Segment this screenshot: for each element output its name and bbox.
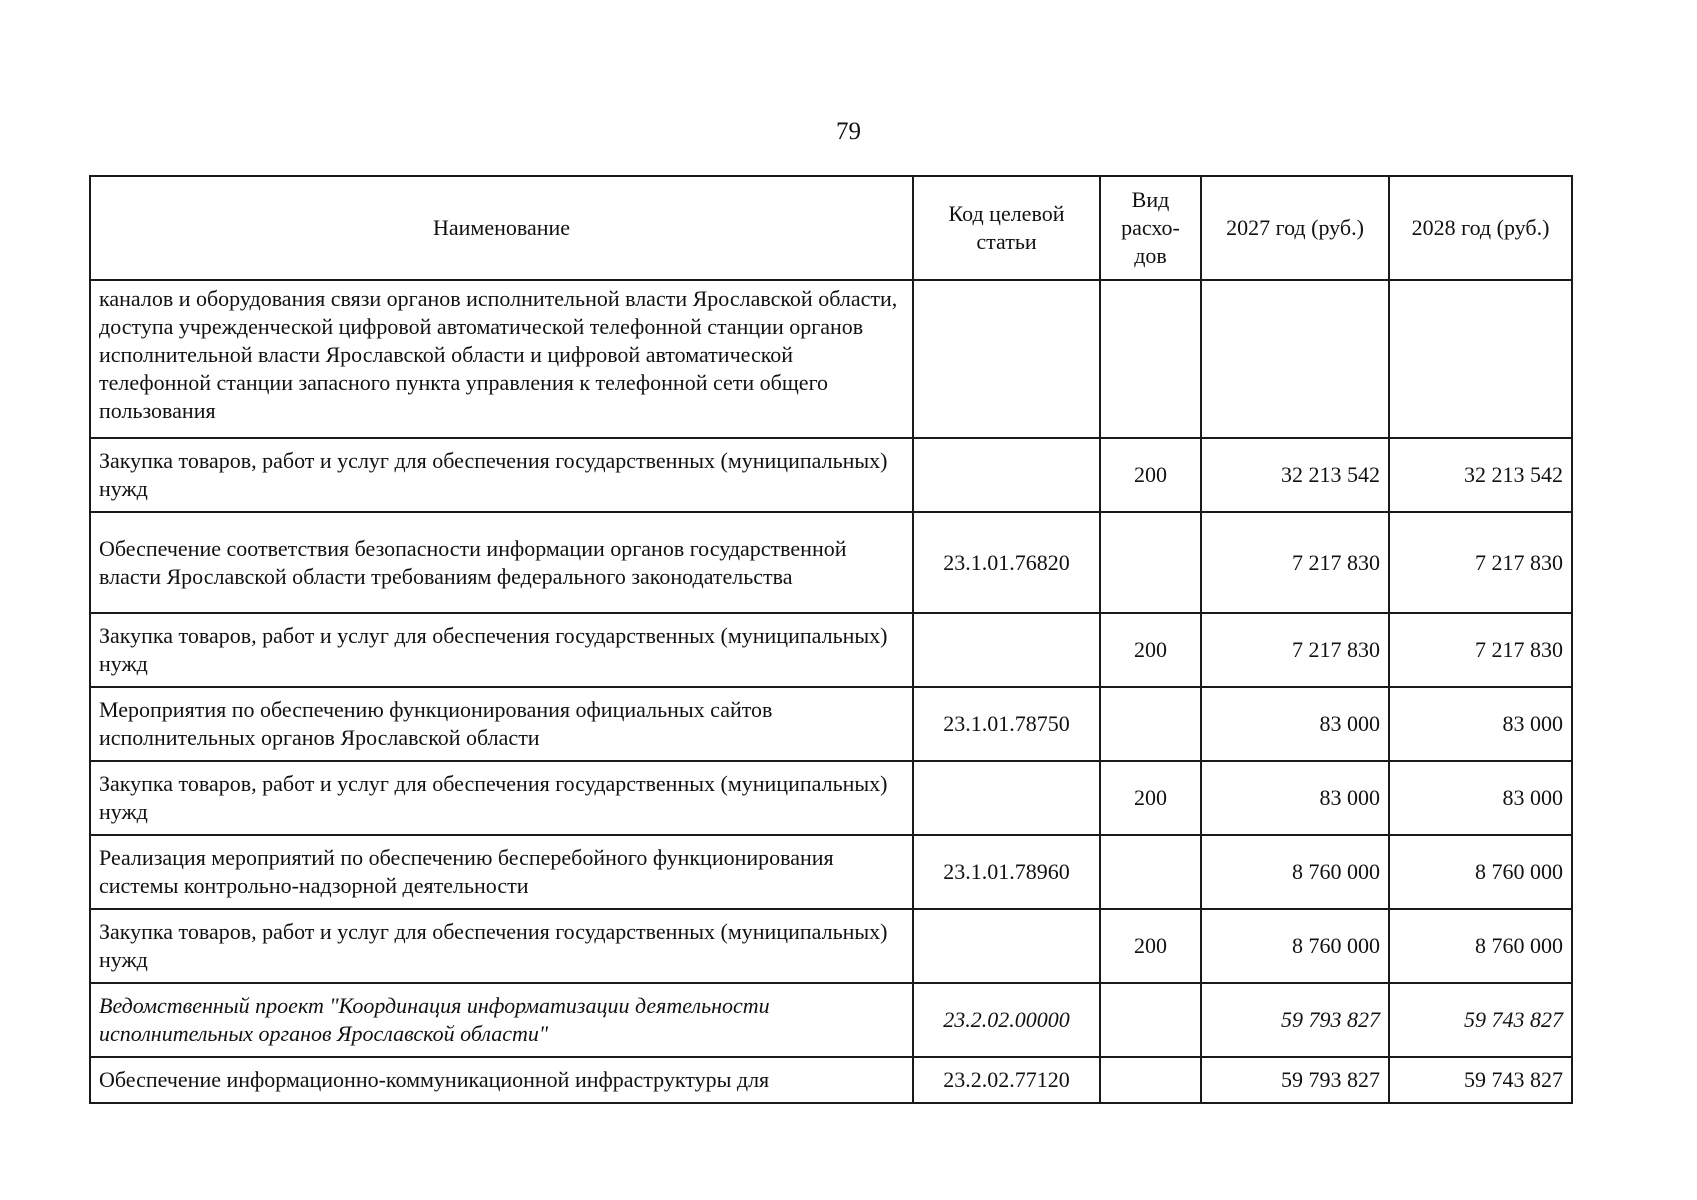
row-code: 23.2.02.77120	[913, 1057, 1100, 1103]
row-code: 23.1.01.78960	[913, 835, 1100, 909]
row-type: 200	[1100, 761, 1201, 835]
row-type	[1100, 687, 1201, 761]
row-2027: 8 760 000	[1201, 835, 1389, 909]
header-code: Код целевой статьи	[913, 176, 1100, 280]
row-2028: 7 217 830	[1389, 512, 1572, 613]
row-2028: 32 213 542	[1389, 438, 1572, 512]
table-row	[90, 438, 1572, 512]
row-2028: 83 000	[1389, 761, 1572, 835]
row-name: каналов и оборудования связи органов исполнительной власти Ярославской области, доступа учрежденческой цифровой автоматической телефонной станции органов исполнительной власти Ярославской области и цифровой автоматической телефонной станции запасного пункта управления к телефонной сети общего пользования	[90, 280, 913, 438]
row-2027: 59 793 827	[1201, 1057, 1389, 1103]
row-name: Реализация мероприятий по обеспечению бесперебойного функционирования системы контрольно-надзорной деятельности	[90, 835, 913, 909]
row-type	[1100, 280, 1201, 438]
row-2028: 59 743 827	[1389, 1057, 1572, 1103]
row-code	[913, 761, 1100, 835]
row-name: Ведомственный проект "Координация информатизации деятельности исполнительных органов Ярославской области"	[90, 983, 913, 1057]
row-code: 23.1.01.76820	[913, 512, 1100, 613]
row-type	[1100, 835, 1201, 909]
table-row	[90, 1057, 1572, 1103]
table-row	[90, 613, 1572, 687]
row-type: 200	[1100, 909, 1201, 983]
row-2028: 8 760 000	[1389, 835, 1572, 909]
row-code: 23.2.02.00000	[913, 983, 1100, 1057]
row-type	[1100, 983, 1201, 1057]
row-2027: 7 217 830	[1201, 613, 1389, 687]
table-row	[90, 835, 1572, 909]
table-row	[90, 909, 1572, 983]
row-code	[913, 438, 1100, 512]
row-2027: 8 760 000	[1201, 909, 1389, 983]
row-type: 200	[1100, 613, 1201, 687]
row-code: 23.1.01.78750	[913, 687, 1100, 761]
row-name: Закупка товаров, работ и услуг для обеспечения государственных (муниципальных) нужд	[90, 613, 913, 687]
row-name: Обеспечение информационно-коммуникационной инфраструктуры для	[90, 1057, 913, 1103]
row-2027: 7 217 830	[1201, 512, 1389, 613]
row-2028: 7 217 830	[1389, 613, 1572, 687]
row-type	[1100, 512, 1201, 613]
table-row	[90, 280, 1572, 438]
row-name: Закупка товаров, работ и услуг для обеспечения государственных (муниципальных) нужд	[90, 438, 913, 512]
page-number: 79	[836, 118, 861, 145]
table-row	[90, 761, 1572, 835]
row-2028: 83 000	[1389, 687, 1572, 761]
row-name: Мероприятия по обеспечению функционирования официальных сайтов исполнительных органов Ярославской области	[90, 687, 913, 761]
row-2027	[1201, 280, 1389, 438]
header-2028: 2028 год (руб.)	[1389, 176, 1572, 280]
budget-table	[89, 175, 1573, 1104]
row-2027: 59 793 827	[1201, 983, 1389, 1057]
row-code	[913, 280, 1100, 438]
table-row	[90, 512, 1572, 613]
row-type: 200	[1100, 438, 1201, 512]
header-type: Вид расхо-дов	[1100, 176, 1201, 280]
row-code	[913, 909, 1100, 983]
row-2027: 32 213 542	[1201, 438, 1389, 512]
row-2028	[1389, 280, 1572, 438]
table-row	[90, 687, 1572, 761]
table-row	[90, 983, 1572, 1057]
row-2028: 59 743 827	[1389, 983, 1572, 1057]
row-2028: 8 760 000	[1389, 909, 1572, 983]
row-2027: 83 000	[1201, 687, 1389, 761]
header-name: Наименование	[90, 176, 913, 280]
row-2027: 83 000	[1201, 761, 1389, 835]
table-header-row	[90, 176, 1572, 280]
row-code	[913, 613, 1100, 687]
row-name: Закупка товаров, работ и услуг для обеспечения государственных (муниципальных) нужд	[90, 909, 913, 983]
row-name: Закупка товаров, работ и услуг для обеспечения государственных (муниципальных) нужд	[90, 761, 913, 835]
row-type	[1100, 1057, 1201, 1103]
header-2027: 2027 год (руб.)	[1201, 176, 1389, 280]
row-name: Обеспечение соответствия безопасности информации органов государственной власти Ярославской области требованиям федерального законодательства	[90, 512, 913, 613]
